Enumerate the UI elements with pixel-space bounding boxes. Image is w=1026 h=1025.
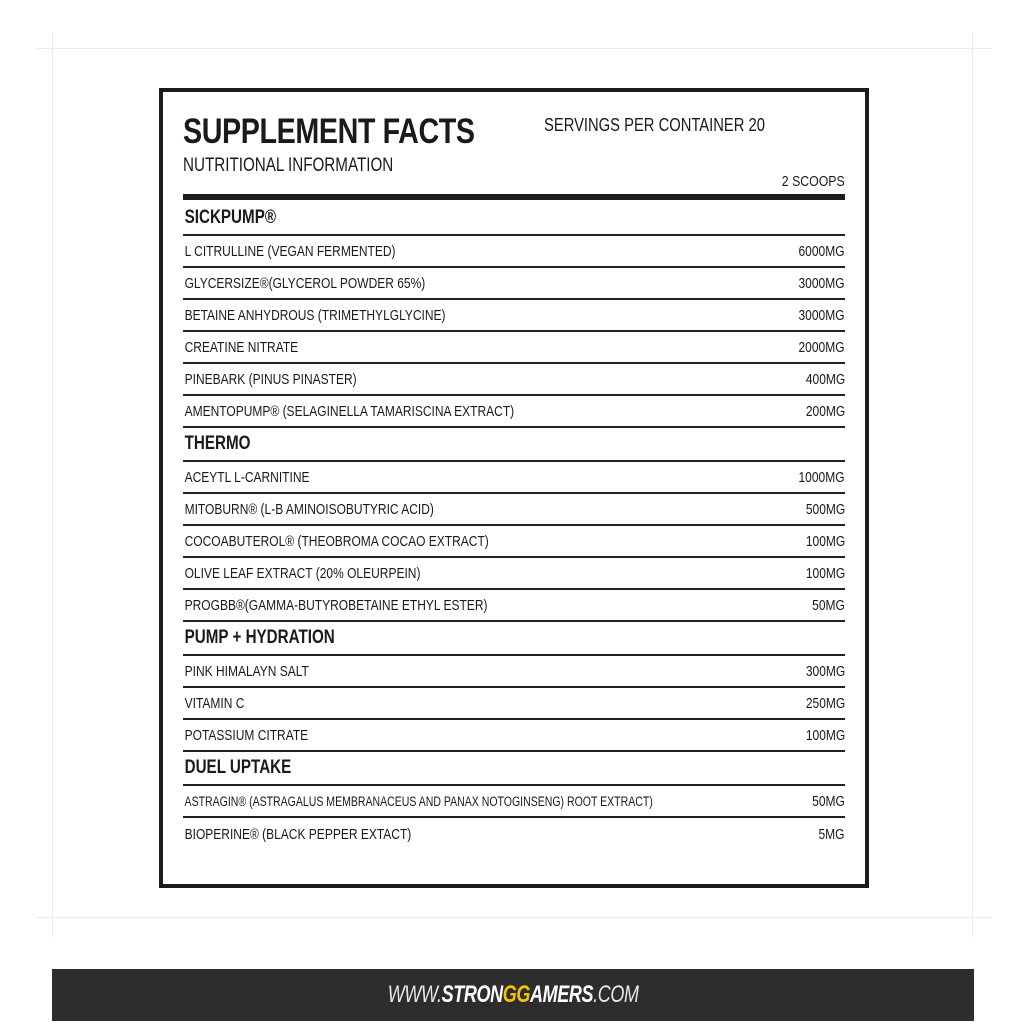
url-part-2: AMERS bbox=[529, 981, 593, 1008]
guide-line-right bbox=[972, 32, 973, 937]
serving-size: 2 SCOOPS bbox=[782, 173, 845, 190]
ingredient-amount: 3000MG bbox=[798, 274, 845, 292]
ingredient-row bbox=[183, 558, 845, 590]
ingredient-name: PINK HIMALAYN SALT bbox=[184, 662, 309, 680]
ingredient-amount: 400MG bbox=[805, 370, 845, 388]
ingredient-amount: 100MG bbox=[805, 564, 845, 582]
ingredient-row bbox=[183, 300, 845, 332]
ingredient-amount: 250MG bbox=[805, 694, 845, 712]
url-suffix: .COM bbox=[592, 981, 639, 1008]
ingredient-amount: 500MG bbox=[805, 500, 845, 518]
footer-banner bbox=[52, 969, 974, 1021]
ingredient-name: PROGBB®(GAMMA-BUTYROBETAINE ETHYL ESTER) bbox=[184, 596, 488, 614]
ingredient-name: AMENTOPUMP® (SELAGINELLA TAMARISCINA EXTRACT) bbox=[184, 402, 515, 420]
ingredient-row bbox=[183, 332, 845, 364]
ingredient-amount: 5MG bbox=[818, 825, 845, 843]
ingredient-amount: 200MG bbox=[805, 402, 845, 420]
ingredient-amount: 3000MG bbox=[798, 306, 845, 324]
url-prefix: WWW. bbox=[387, 981, 442, 1008]
website-url[interactable] bbox=[388, 981, 639, 1009]
section-name: DUEL UPTAKE bbox=[184, 757, 292, 778]
section-heading bbox=[183, 202, 845, 236]
guide-line-bottom bbox=[35, 917, 992, 918]
ingredient-amount: 100MG bbox=[805, 726, 845, 744]
ingredient-amount: 100MG bbox=[805, 532, 845, 550]
label-subtitle: NUTRITIONAL INFORMATION bbox=[183, 155, 394, 176]
url-highlight: GG bbox=[502, 981, 530, 1008]
ingredient-name: GLYCERSIZE®(GLYCEROL POWDER 65%) bbox=[184, 274, 426, 292]
ingredient-table bbox=[183, 202, 845, 850]
ingredient-name: ASTRAGIN® (ASTRAGALUS MEMBRANACEUS AND PANAX NOTOGINSENG) ROOT EXTRACT) bbox=[184, 793, 653, 809]
section-name: PUMP + HYDRATION bbox=[184, 627, 335, 648]
label-title: SUPPLEMENT FACTS bbox=[183, 112, 475, 151]
guide-line-left bbox=[52, 32, 53, 937]
section-name: SICKPUMP® bbox=[184, 207, 277, 228]
ingredient-row bbox=[183, 656, 845, 688]
section-heading bbox=[183, 428, 845, 462]
ingredient-row bbox=[183, 688, 845, 720]
ingredient-name: BIOPERINE® (BLACK PEPPER EXTACT) bbox=[184, 825, 412, 843]
ingredient-amount: 2000MG bbox=[798, 338, 845, 356]
ingredient-name: VITAMIN C bbox=[184, 694, 245, 712]
ingredient-amount: 50MG bbox=[812, 596, 845, 614]
ingredient-name: PINEBARK (PINUS PINASTER) bbox=[184, 370, 357, 388]
ingredient-row bbox=[183, 818, 845, 850]
url-part-1: STRON bbox=[441, 981, 503, 1008]
section-heading bbox=[183, 752, 845, 786]
guide-line-top bbox=[35, 48, 992, 49]
section-heading bbox=[183, 622, 845, 656]
ingredient-name: BETAINE ANHYDROUS (TRIMETHYLGLYCINE) bbox=[184, 306, 446, 324]
servings-per-container: SERVINGS PER CONTAINER 20 bbox=[544, 115, 765, 135]
ingredient-amount: 50MG bbox=[812, 792, 845, 810]
ingredient-row bbox=[183, 494, 845, 526]
ingredient-name: POTASSIUM CITRATE bbox=[184, 726, 309, 744]
ingredient-name: L CITRULLINE (VEGAN FERMENTED) bbox=[184, 242, 396, 260]
ingredient-amount: 6000MG bbox=[798, 242, 845, 260]
ingredient-row bbox=[183, 236, 845, 268]
ingredient-name: ACEYTL L-CARNITINE bbox=[184, 468, 310, 486]
ingredient-row bbox=[183, 462, 845, 494]
ingredient-row bbox=[183, 268, 845, 300]
ingredient-row bbox=[183, 786, 845, 818]
ingredient-row bbox=[183, 364, 845, 396]
ingredient-name: OLIVE LEAF EXTRACT (20% OLEURPEIN) bbox=[184, 564, 421, 582]
section-name: THERMO bbox=[184, 433, 251, 454]
ingredient-name: COCOABUTEROL® (THEOBROMA COCAO EXTRACT) bbox=[184, 532, 489, 550]
ingredient-name: MITOBURN® (L-B AMINOISOBUTYRIC ACID) bbox=[184, 500, 434, 518]
ingredient-amount: 1000MG bbox=[798, 468, 845, 486]
ingredient-amount: 300MG bbox=[805, 662, 845, 680]
ingredient-row bbox=[183, 526, 845, 558]
supplement-facts-panel bbox=[159, 88, 869, 888]
ingredient-row bbox=[183, 720, 845, 752]
header-divider bbox=[183, 194, 845, 200]
ingredient-name: CREATINE NITRATE bbox=[184, 338, 299, 356]
ingredient-row bbox=[183, 396, 845, 428]
ingredient-row bbox=[183, 590, 845, 622]
